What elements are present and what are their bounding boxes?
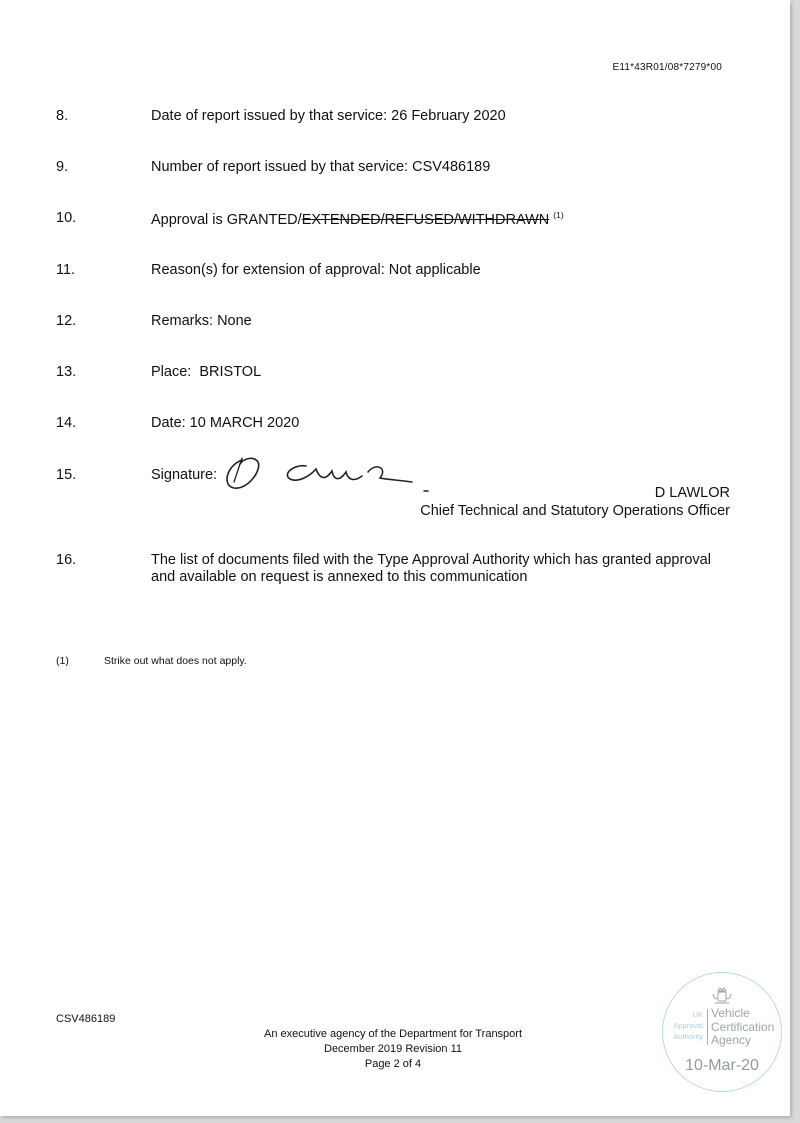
- signatory-block: [420, 484, 730, 520]
- royal-crest-icon: [711, 986, 733, 1006]
- footer-page-number: Page 2 of 4: [364, 1058, 422, 1070]
- item-number: 14.: [56, 415, 77, 431]
- stamp-divider: [707, 1009, 708, 1045]
- item-number: 12.: [56, 313, 77, 329]
- stamp-right-line: Agency: [711, 1033, 752, 1047]
- footer-document-id: CSV486189: [56, 1013, 116, 1025]
- stamp-left-line: UK: [692, 1010, 703, 1019]
- item-number: 11.: [56, 262, 76, 278]
- footer-revision-line: December 2019 Revision 11: [324, 1043, 462, 1055]
- stamp-left-line: Approval: [673, 1021, 703, 1030]
- item-number: 9.: [56, 159, 69, 175]
- stamp-right-text: [711, 1007, 774, 1048]
- item-number: 16.: [56, 552, 77, 568]
- stamp-left-line: Authority: [673, 1032, 703, 1041]
- item-text: Place: BRISTOL: [151, 364, 262, 380]
- item-text: Date of report issued by that service: 26 February 2020: [151, 108, 506, 124]
- document-reference: E11*43R01/08*7279*00: [612, 62, 722, 73]
- footnote-number: (1): [56, 655, 69, 667]
- footer-agency-line: An executive agency of the Department for Transport: [263, 1028, 523, 1040]
- item-number: 13.: [56, 364, 77, 380]
- page-footer: [193, 1027, 593, 1072]
- item-number: 10.: [56, 210, 77, 226]
- item-text: Date: 10 MARCH 2020: [151, 415, 300, 431]
- stamp-right-line: Certification: [711, 1019, 775, 1034]
- stamp-left-text: [663, 1009, 703, 1042]
- item-number: 8.: [56, 108, 69, 124]
- item-16-text: The list of documents filed with the Type Approval Authority which has granted approval and available on request is annexed to this communication: [151, 552, 711, 585]
- stamp-right-line: Vehicle: [711, 1006, 750, 1020]
- signature-label: Signature:: [151, 467, 218, 483]
- item-text: Reason(s) for extension of approval: Not applicable: [151, 262, 481, 278]
- item-text: Remarks: None: [151, 313, 252, 329]
- approval-granted-text: Approval is GRANTED/: [151, 211, 302, 228]
- item-text: [151, 210, 564, 228]
- struck-out-options: EXTENDED/REFUSED/WITHDRAWN: [301, 211, 550, 228]
- footnote-marker: (1): [553, 210, 564, 220]
- item-number: 15.: [56, 467, 77, 483]
- footnote-text: Strike out what does not apply.: [104, 655, 247, 667]
- handwritten-signature: [220, 452, 430, 496]
- stamp-date: 10-Mar-20: [685, 1057, 759, 1074]
- item-text: Number of report issued by that service: CSV486189: [151, 159, 491, 175]
- signatory-name: D LAWLOR: [654, 485, 730, 501]
- approval-stamp: [662, 972, 782, 1092]
- signatory-title: Chief Technical and Statutory Operations Officer: [420, 503, 730, 519]
